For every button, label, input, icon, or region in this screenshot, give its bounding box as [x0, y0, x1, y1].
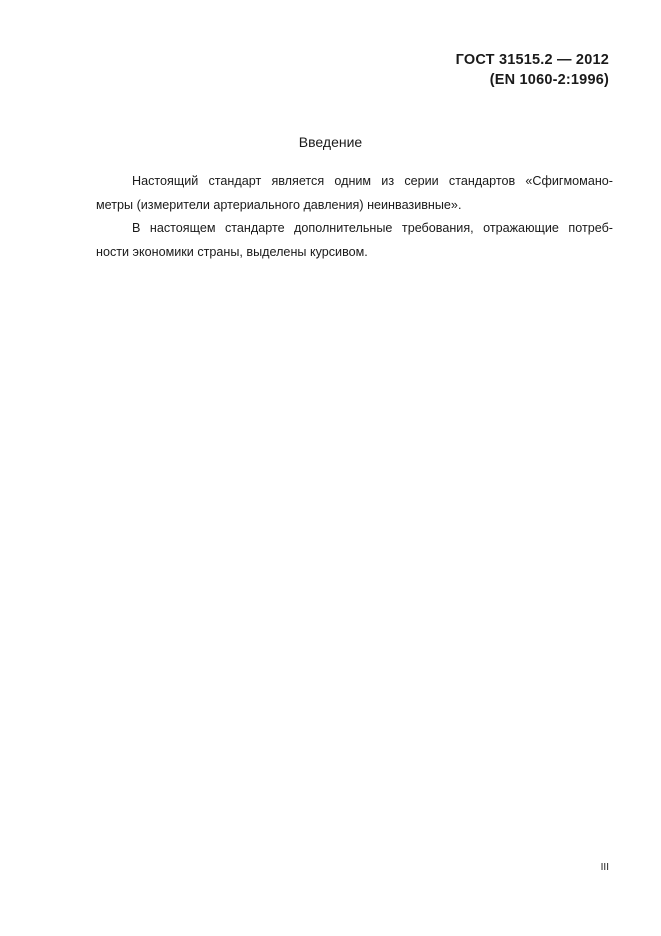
- paragraph-line: метры (измерители артериального давления) неинвазивные».: [96, 197, 462, 212]
- paragraph: [96, 217, 613, 264]
- section-title: Введение: [298, 134, 363, 150]
- standard-equivalent: (EN 1060-2:1996): [489, 72, 609, 88]
- standard-number: ГОСТ 31515.2 — 2012: [455, 52, 609, 68]
- paragraph-line: ности экономики страны, выделены курсивом.: [96, 244, 368, 259]
- document-header: [456, 50, 609, 90]
- paragraph: [96, 170, 613, 217]
- paragraph-line: Настоящий стандарт является одним из серии стандартов «Сфигмомано-: [132, 174, 613, 188]
- paragraph-line: В настоящем стандарте дополнительные требования, отражающие потреб-: [132, 221, 613, 235]
- page-number: III: [600, 862, 609, 873]
- body-text: [96, 170, 613, 264]
